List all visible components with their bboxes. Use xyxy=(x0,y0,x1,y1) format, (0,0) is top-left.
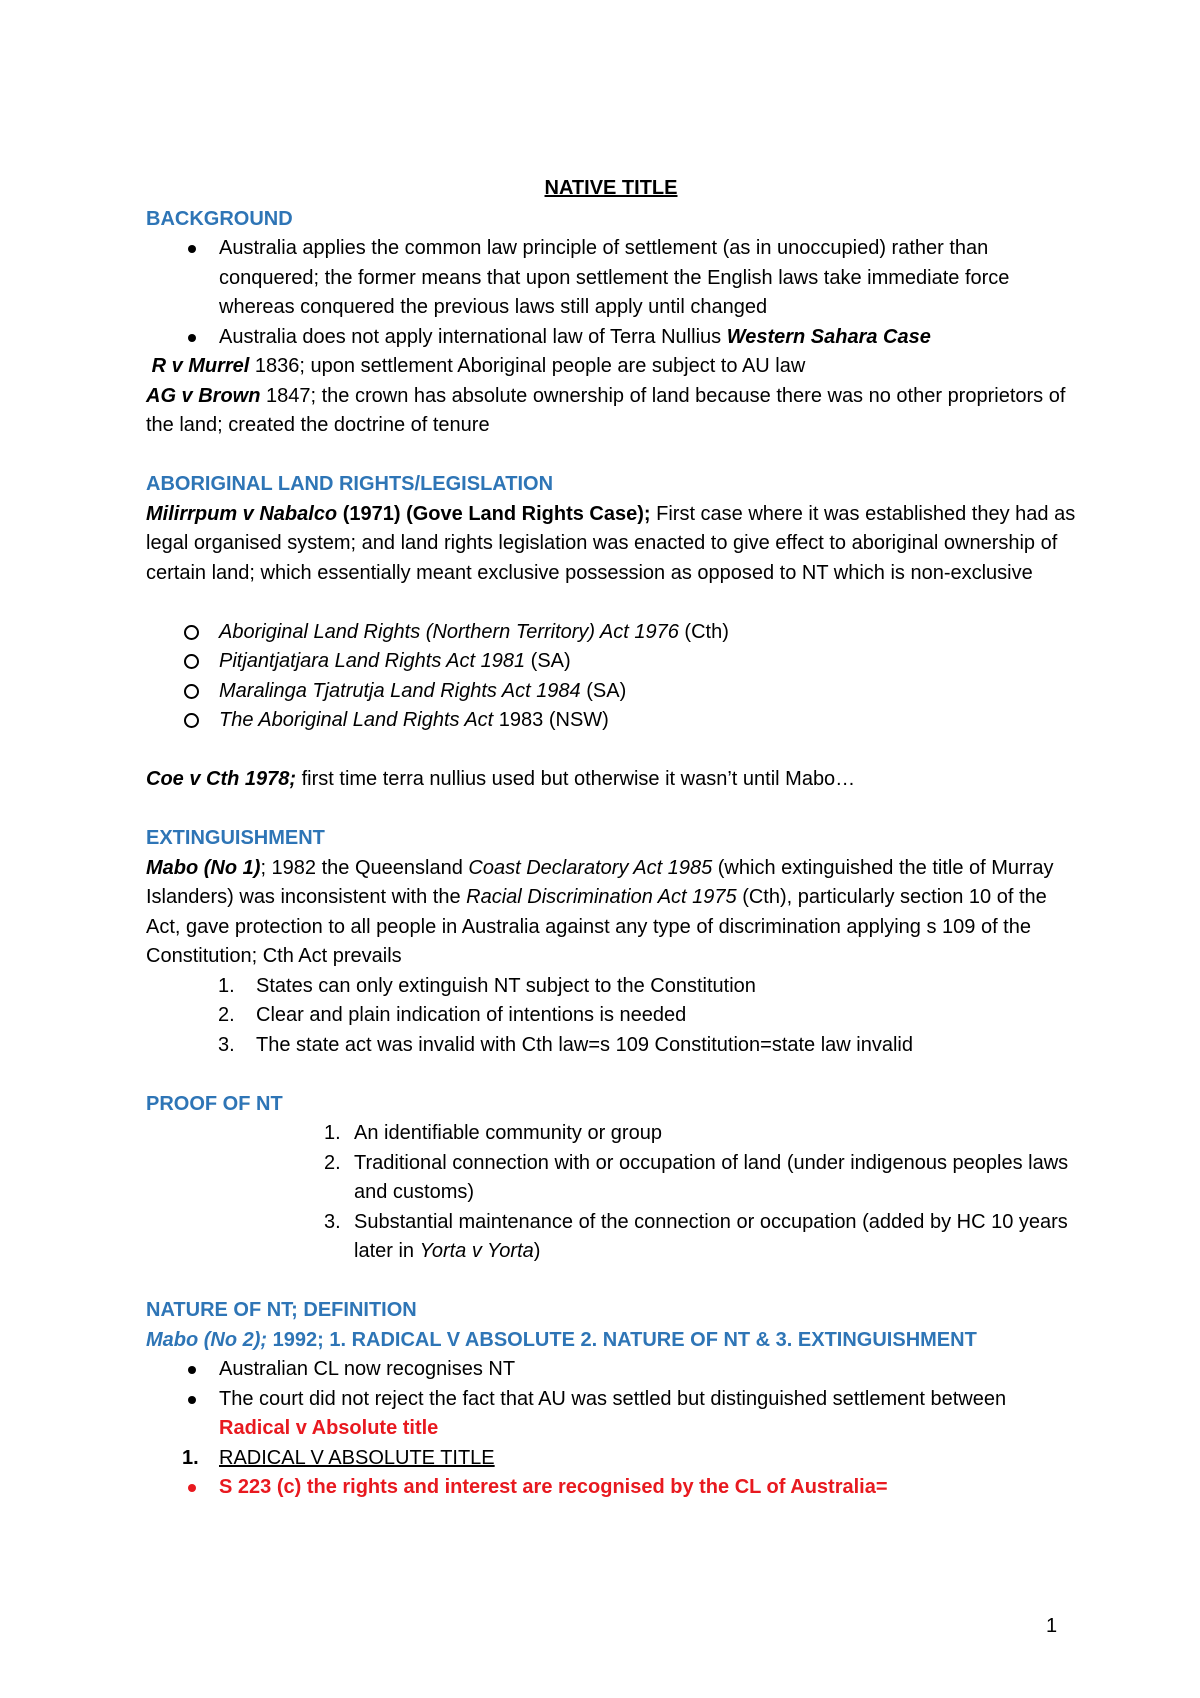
paragraph-text: 1836; upon settlement Aboriginal people are subject to AU law xyxy=(249,355,806,377)
list-item xyxy=(146,234,1076,323)
paragraph-text: (Cth), particularly section 10 of the Act, gave protection to all people in Australia against any type of discrimination applying s 109 of the Constitution; Cth Act prevails xyxy=(146,886,1047,967)
list-item: 3. Substantial maintenance of the connection or occupation (added by HC 10 years later in Yorta v Yorta) xyxy=(324,1210,1068,1262)
act-name: The Aboriginal Land Rights Act xyxy=(219,709,494,731)
list-item: 1. States can only extinguish NT subject to the Constitution xyxy=(218,974,756,997)
emphasis-text: Radical v Absolute title xyxy=(219,1417,439,1439)
list-item xyxy=(146,1444,1076,1474)
heading-nature: NATURE OF NT; DEFINITION xyxy=(146,1299,417,1321)
paragraph-text: (which extinguished the title of Murray Islanders) was inconsistent with the xyxy=(146,856,1054,908)
heading-aboriginal: ABORIGINAL LAND RIGHTS/LEGISLATION xyxy=(146,473,554,495)
list-item: 2. Traditional connection with or occupation of land (under indigenous peoples laws and customs) xyxy=(324,1151,1069,1203)
act-suffix: (SA) xyxy=(580,679,627,702)
item-text: An identifiable community or group xyxy=(354,1122,662,1144)
paragraph-text: 1847; the crown has absolute ownership of land because there was no other proprietors of the land; created the doctrine of tenure xyxy=(146,384,1066,436)
list-item xyxy=(146,618,1076,648)
acts-list xyxy=(146,618,1076,736)
subheading: RADICAL V ABSOLUTE TITLE xyxy=(219,1446,495,1469)
proof-list xyxy=(146,1119,1076,1267)
bullet-text: Australian CL now recognises NT xyxy=(219,1358,516,1380)
act-suffix: (SA) xyxy=(525,650,571,672)
paragraph-murrel xyxy=(146,352,1076,382)
list-item xyxy=(146,1355,1076,1385)
item-text: Traditional connection with or occupation of land (under indigenous peoples laws and customs) xyxy=(354,1151,1069,1203)
paragraph-text: ; 1982 the Queensland xyxy=(260,856,469,879)
case-name: Coe v Cth 1978; xyxy=(146,768,297,790)
list-item xyxy=(146,1473,1076,1503)
bullet-text: Australia does not apply international law of Terra Nullius xyxy=(219,325,727,348)
list-item xyxy=(146,323,1076,353)
heading-proof: PROOF OF NT xyxy=(146,1092,283,1115)
paragraph-mabo-2 xyxy=(146,1326,1076,1356)
document-title: NATIVE TITLE xyxy=(544,177,678,199)
paragraph-text: 1992; 1. RADICAL V ABSOLUTE 2. NATURE OF NT & 3. EXTINGUISHMENT xyxy=(267,1328,977,1351)
extinguishment-list xyxy=(146,972,1076,1061)
case-name: Western Sahara Case xyxy=(726,325,931,348)
page-number: 1 xyxy=(1046,1615,1058,1637)
paragraph-mabo-1 xyxy=(146,854,1076,972)
case-detail: (1971) (Gove Land Rights Case); xyxy=(337,502,651,525)
act-name: Pitjantjatjara Land Rights Act 1981 xyxy=(219,650,526,672)
item-number: 1. xyxy=(182,1446,199,1469)
act-name: Maralinga Tjatrutja Land Rights Act 1984 xyxy=(219,679,581,702)
list-item: 3. The state act was invalid with Cth law=s 109 Constitution=state law invalid xyxy=(218,1033,914,1056)
case-name: Mabo (No 2); xyxy=(146,1328,268,1351)
paragraph-coe xyxy=(146,765,1076,795)
item-text: The state act was invalid with Cth law=s 109 Constitution=state law invalid xyxy=(256,1033,914,1056)
heading-background: BACKGROUND xyxy=(146,207,293,230)
item-text: Clear and plain indication of intentions is needed xyxy=(256,1004,687,1026)
item-text: States can only extinguish NT subject to the Constitution xyxy=(256,974,756,997)
list-item xyxy=(146,706,1076,736)
list-item: 2. Clear and plain indication of intentions is needed xyxy=(218,1004,687,1026)
act-name: Aboriginal Land Rights (Northern Territory) Act 1976 xyxy=(219,620,679,643)
emphasis-text: S 223 (c) the rights and interest are recognised by the CL of Australia= xyxy=(219,1476,888,1498)
paragraph-text: First case where it was established they had as legal organised system; and land rights legislation was enacted to give effect to aboriginal ownership of certain land; which essentially meant exclusive possession as opposed to NT which is non-exclusive xyxy=(146,502,1076,584)
heading-extinguishment: EXTINGUISHMENT xyxy=(146,827,325,849)
item-text: Substantial maintenance of the connection or occupation (added by HC 10 years later in xyxy=(354,1210,1068,1262)
case-name: Yorta v Yorta xyxy=(419,1240,534,1262)
background-list xyxy=(146,234,1076,352)
bullet-text: The court did not reject the fact that AU was settled but distinguished settlement between xyxy=(219,1387,1007,1410)
case-name: AG v Brown xyxy=(146,384,261,407)
act-suffix: 1983 (NSW) xyxy=(493,709,609,731)
list-item xyxy=(146,647,1076,677)
list-item: 1. An identifiable community or group xyxy=(324,1122,662,1144)
list-item xyxy=(146,677,1076,707)
act-name: Racial Discrimination Act 1975 xyxy=(466,886,737,908)
nature-list xyxy=(146,1355,1076,1503)
paragraph-milirrpum xyxy=(146,500,1076,589)
act-suffix: (Cth) xyxy=(678,620,729,643)
case-name: Milirrpum v Nabalco xyxy=(146,502,338,525)
item-text: ) xyxy=(533,1240,541,1262)
list-item xyxy=(146,1385,1076,1444)
paragraph-text: first time terra nullius used but otherwise it wasn’t until Mabo… xyxy=(296,768,856,790)
paragraph-brown xyxy=(146,382,1076,441)
case-name: R v Murrel xyxy=(151,355,250,377)
case-name: Mabo (No 1) xyxy=(146,856,261,879)
bullet-text: Australia applies the common law principle of settlement (as in unoccupied) rather than conquered; the former means that upon settlement the English laws take immediate force whereas conquered the previous laws still apply until changed xyxy=(219,237,1010,318)
document-body xyxy=(146,174,1076,1503)
act-name: Coast Declaratory Act 1985 xyxy=(468,856,713,879)
